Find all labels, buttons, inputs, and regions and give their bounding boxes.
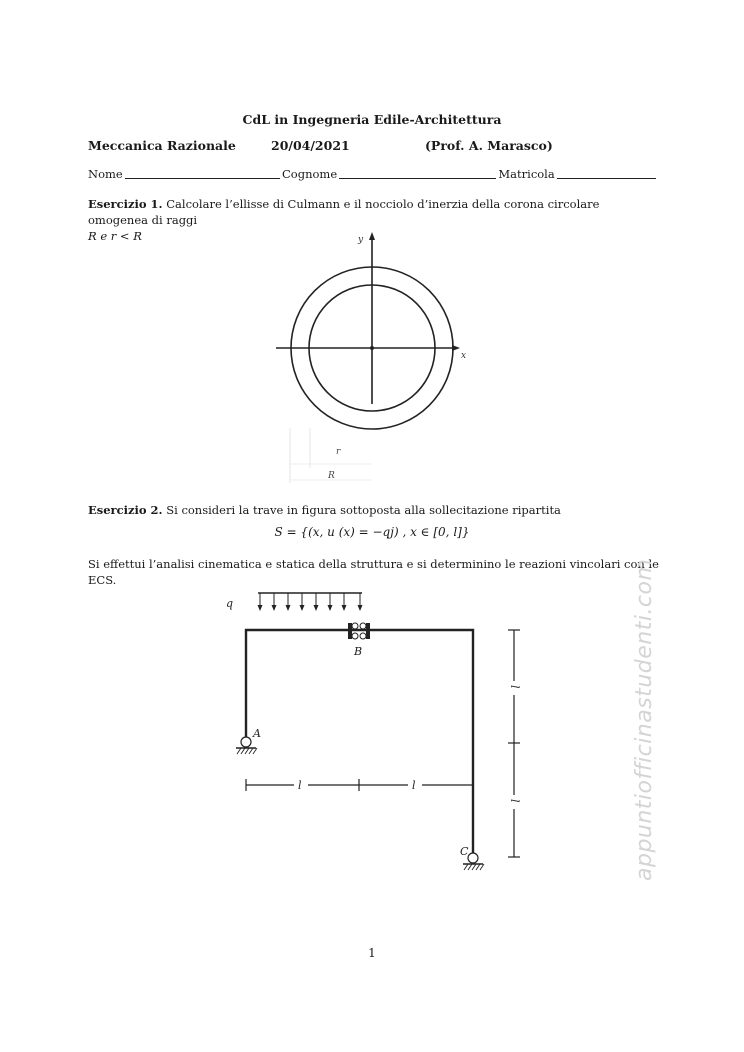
course-title: CdL in Ingegneria Edile-Architettura — [242, 112, 502, 127]
exercise-1-label: Esercizio 1. — [88, 197, 163, 211]
y-axis-arrow-icon — [369, 232, 375, 240]
frame-figure — [220, 585, 530, 885]
matricola-label: Matricola — [498, 167, 555, 181]
dim-h2-label: l — [412, 779, 416, 792]
support-b-label: B — [354, 645, 363, 658]
exercise-2-text: Si consideri la trave in figura sottoposta alla sollecitazione ripartita — [166, 503, 561, 517]
frame-members — [246, 630, 473, 853]
axis-x-label: x — [461, 351, 467, 361]
annulus-drawing — [276, 232, 460, 483]
center-point — [370, 346, 374, 350]
page-number: 1 — [368, 946, 376, 960]
surname-label: Cognome — [282, 167, 338, 181]
surname-field[interactable] — [339, 168, 496, 179]
axis-y-label: y — [358, 235, 364, 245]
student-fields — [88, 167, 658, 181]
frame-drawing — [236, 593, 521, 870]
horizontal-dimension — [246, 779, 473, 791]
vertical-dimension — [508, 630, 520, 857]
load-formula: S = {(x, u (x) = −qj) , x ∈ [0, l]} — [274, 525, 470, 539]
name-label: Nome — [88, 167, 123, 181]
subject: Meccanica Razionale — [88, 138, 236, 153]
exam-date: 20/04/2021 — [271, 138, 350, 153]
exercise-1-text: Calcolare l’ellisse di Culmann e il nocciolo d’inerzia della corona circolare omogenea di raggi — [88, 197, 600, 227]
matricola-field[interactable] — [557, 168, 656, 179]
load-arrowheads-icon — [258, 605, 363, 611]
dim-h1-label: l — [298, 779, 302, 792]
radius-r-label: r — [336, 447, 341, 457]
professor: (Prof. A. Marasco) — [425, 138, 553, 153]
support-a-label: A — [253, 727, 261, 740]
exercise-1-text-2: R e r < R — [88, 229, 142, 243]
support-c-label: C — [460, 845, 469, 858]
annulus-figure — [270, 228, 480, 490]
exercise-2-instructions: Si effettui l’analisi cinematica e statica della struttura e si determinino le reazioni vincolari con le ECS. — [88, 557, 659, 587]
load-label: q — [226, 597, 234, 610]
watermark: appuntiofficinastudenti.com — [632, 558, 657, 882]
radius-R-label: R — [328, 471, 335, 481]
exercise-2-label: Esercizio 2. — [88, 503, 163, 517]
dim-v2-label: l — [508, 799, 521, 803]
dim-v1-label: l — [508, 685, 521, 689]
name-field[interactable] — [125, 168, 280, 179]
exercise-2 — [88, 502, 660, 518]
